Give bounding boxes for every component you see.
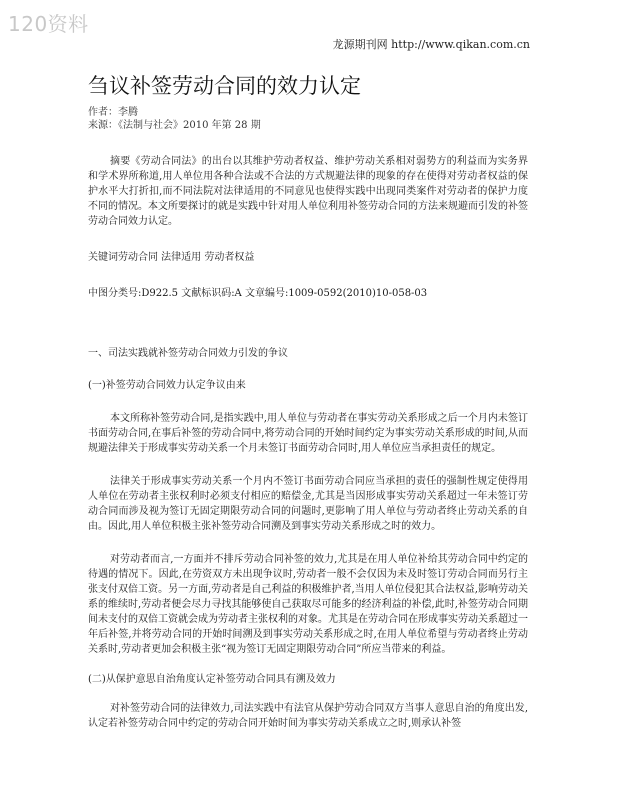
- subsection-heading: (二)从保护意思自治角度认定补签劳动合同具有溯及效力: [88, 674, 336, 685]
- site-header: 龙源期刊网 http://www.qikan.com.cn: [332, 38, 530, 51]
- keywords-line: 关键词劳动合同 法律适用 劳动者权益: [88, 252, 255, 263]
- article-title: 刍议补签劳动合同的效力认定: [88, 74, 361, 98]
- body-paragraph: 本文所称补签劳动合同,是指实践中,用人单位与劳动者在事实劳动关系形成之后一个月内未签订书面劳动合同,在事后补签的劳动合同中,将劳动合同的开始时间约定为事实劳动关系形成的时间,从而规避法律关于形成事实劳动关系一个月未签订书面劳动合同时,用人单位应当承担责任的规定。: [88, 413, 528, 454]
- author-line: 作者：李腾: [88, 107, 138, 118]
- body-paragraph: 对补签劳动合同的法律效力,司法实践中有法官从保护劳动合同双方当事人意思自治的角度出发,认定若补签劳动合同中约定的劳动合同开始时间为事实劳动关系成立之时,则承认补签: [88, 703, 528, 729]
- body-paragraph: 法律关于形成事实劳动关系一个月内不签订书面劳动合同应当承担的责任的强制性规定使得用人单位在劳动者主张权利时必须支付相应的赔偿金,尤其是当因形成事实劳动关系超过一年未签订劳动合同而涉及视为签订无固定期限劳动合同的问题时,更影响了用人单位与劳动者终止劳动关系的自由。因此,用人单位积极主张补签劳动合同溯及到事实劳动关系形成之时的效力。: [88, 476, 528, 532]
- source-line: 来源：《法制与社会》2010 年第 28 期: [88, 120, 261, 131]
- subsection-heading: (一)补签劳动合同效力认定争议由来: [88, 380, 246, 391]
- abstract-paragraph: 摘要《劳动合同法》的出台以其维护劳动者权益、维护劳动关系相对弱势方的利益而为实务界和学术界所称道,用人单位用各种合法或不合法的方式规避法律的现象的存在使得对劳动者权益的保护水平大打折扣,而不同法院对法律适用的不同意见也使得实践中出现同类案件对劳动者的保护力度不同的情况。本文所要探讨的就是实践中针对用人单位利用补签劳动合同的方法来规避而引发的补签劳动合同效力认定。: [88, 156, 528, 227]
- classification-line: 中图分类号:D922.5 文献标识码:A 文章编号:1009-0592(2010)10-058-03: [88, 288, 428, 299]
- section-heading: 一、司法实践就补签劳动合同效力引发的争议: [88, 348, 288, 359]
- body-paragraph: 对劳动者而言,一方面并不排斥劳动合同补签的效力,尤其是在用人单位补给其劳动合同中约定的待遇的情况下。因此,在劳资双方未出现争议时,劳动者一般不会仅因为未及时签订劳动合同而另行主张支付双倍工资。另一方面,劳动者是自己利益的积极维护者,当用人单位侵犯其合法权益,影响劳动关系的维续时,劳动者便会尽力寻找其能够使自己获取尽可能多的经济利益的补偿,此时,补签劳动合同期间未支付的双倍工资就会成为劳动者主张权利的对象。尤其是在劳动合同在形成事实劳动关系超过一年后补签,并将劳动合同的开始时间溯及到事实劳动关系形成之时,在用人单位希望与劳动者终止劳动关系时,劳动者更加会积极主张“视为签订无固定期限劳动合同”所应当带来的利益。: [88, 554, 528, 655]
- article-body: [88, 70, 528, 731]
- watermark-logo: 120资料: [8, 12, 89, 36]
